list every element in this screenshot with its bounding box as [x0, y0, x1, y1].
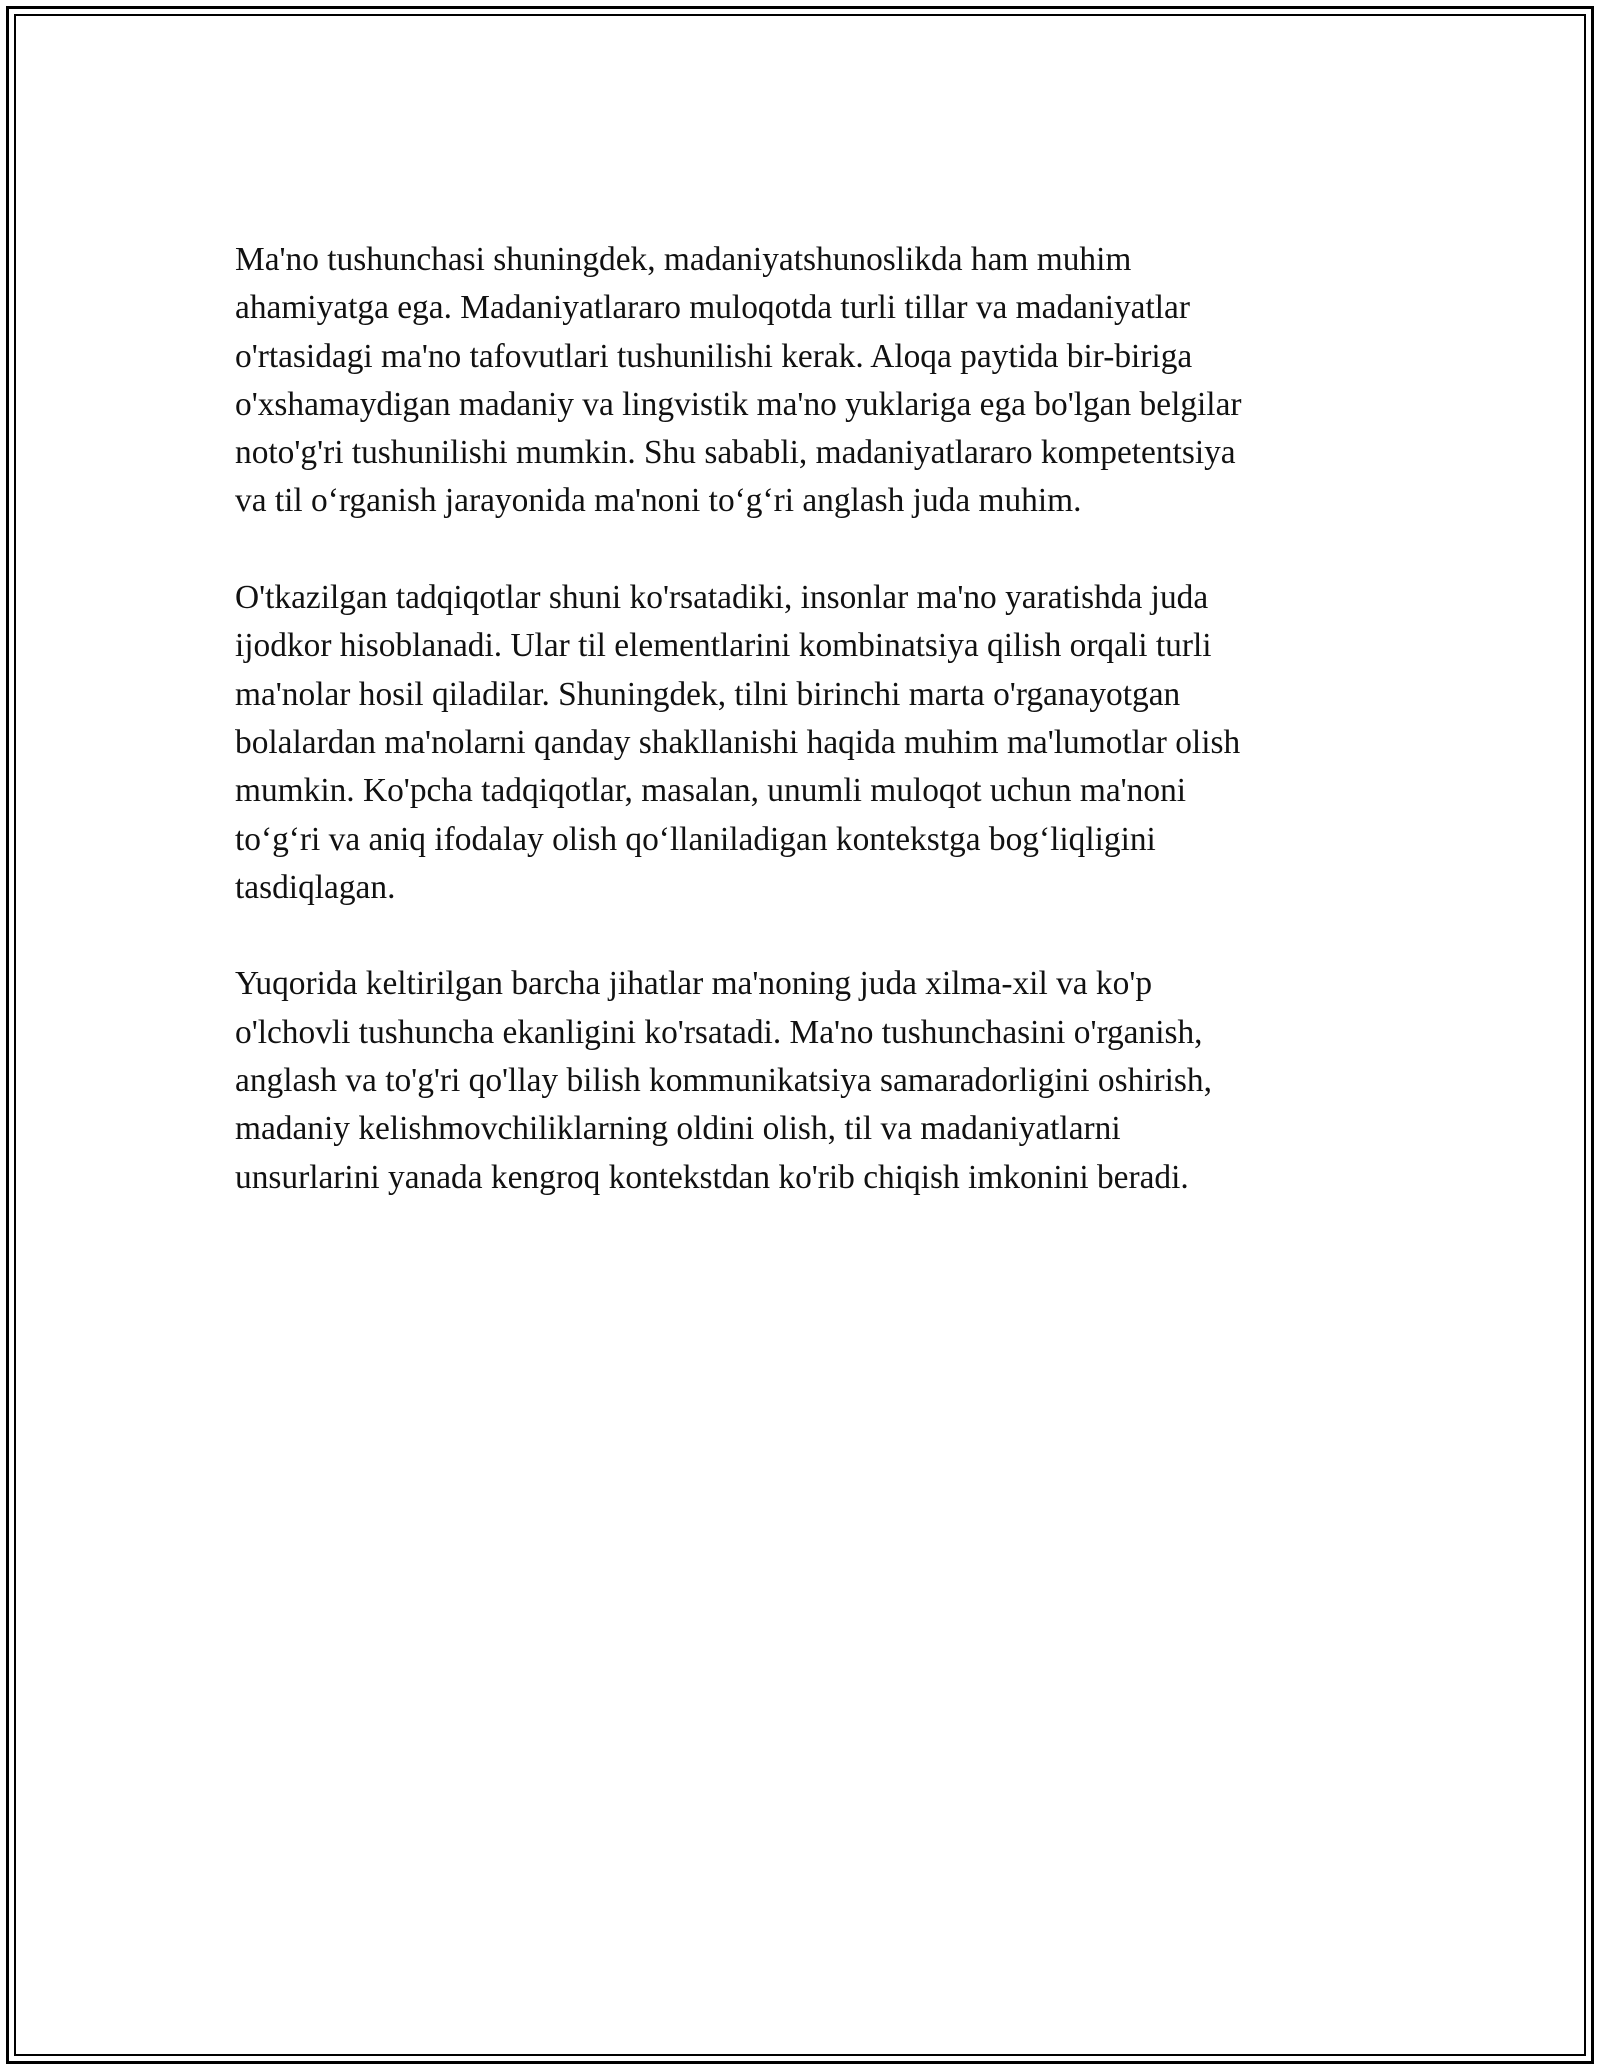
paragraph-3: [235, 960, 1365, 1201]
text-line: ahamiyatga ega. Madaniyatlararo muloqotda turli tillar va madaniyatlar: [235, 289, 1190, 327]
text-line: va til oʻrganish jarayonida ma'noni toʻgʻri anglash juda muhim.: [235, 482, 1082, 520]
text-line: Yuqorida keltirilgan barcha jihatlar ma'noning juda xilma-xil va ko'p: [235, 965, 1153, 1003]
text-line: unsurlarini yanada kengroq kontekstdan ko'rib chiqish imkonini beradi.: [235, 1158, 1189, 1196]
document-body: [235, 236, 1365, 1250]
text-line: bolalardan ma'nolarni qanday shakllanishi haqida muhim ma'lumotlar olish: [235, 723, 1241, 761]
text-line: o'rtasidagi ma'no tafovutlari tushunilishi kerak. Aloqa paytida bir-biriga: [235, 337, 1193, 375]
text-line: ijodkor hisoblanadi. Ular til elementlarini kombinatsiya qilish orqali turli: [235, 627, 1212, 665]
text-line: o'lchovli tushuncha ekanligini ko'rsatadi. Ma'no tushunchasini o'rganish,: [235, 1013, 1203, 1051]
text-line: tasdiqlagan.: [235, 868, 396, 906]
text-line: o'xshamaydigan madaniy va lingvistik ma'no yuklariga ega bo'lgan belgilar: [235, 385, 1242, 423]
text-line: noto'g'ri tushunilishi mumkin. Shu sababli, madaniyatlararo kompetentsiya: [235, 434, 1236, 472]
paragraph-2: [235, 574, 1365, 912]
text-line: O'tkazilgan tadqiqotlar shuni ko'rsatadiki, insonlar ma'no yaratishda juda: [235, 579, 1209, 617]
paragraph-1: [235, 236, 1365, 526]
text-line: Ma'no tushunchasi shuningdek, madaniyatshunoslikda ham muhim: [235, 241, 1132, 278]
text-line: mumkin. Ko'pcha tadqiqotlar, masalan, unumli muloqot uchun ma'noni: [235, 772, 1187, 810]
text-line: ma'nolar hosil qiladilar. Shuningdek, tilni birinchi marta o'rganayotgan: [235, 675, 1181, 713]
text-line: anglash va to'g'ri qo'llay bilish kommunikatsiya samaradorligini oshirish,: [235, 1062, 1212, 1100]
text-line: madaniy kelishmovchiliklarning oldini olish, til va madaniyatlarni: [235, 1110, 1121, 1148]
text-line: toʻgʻri va aniq ifodalay olish qoʻllaniladigan kontekstga bogʻliqligini: [235, 820, 1156, 858]
